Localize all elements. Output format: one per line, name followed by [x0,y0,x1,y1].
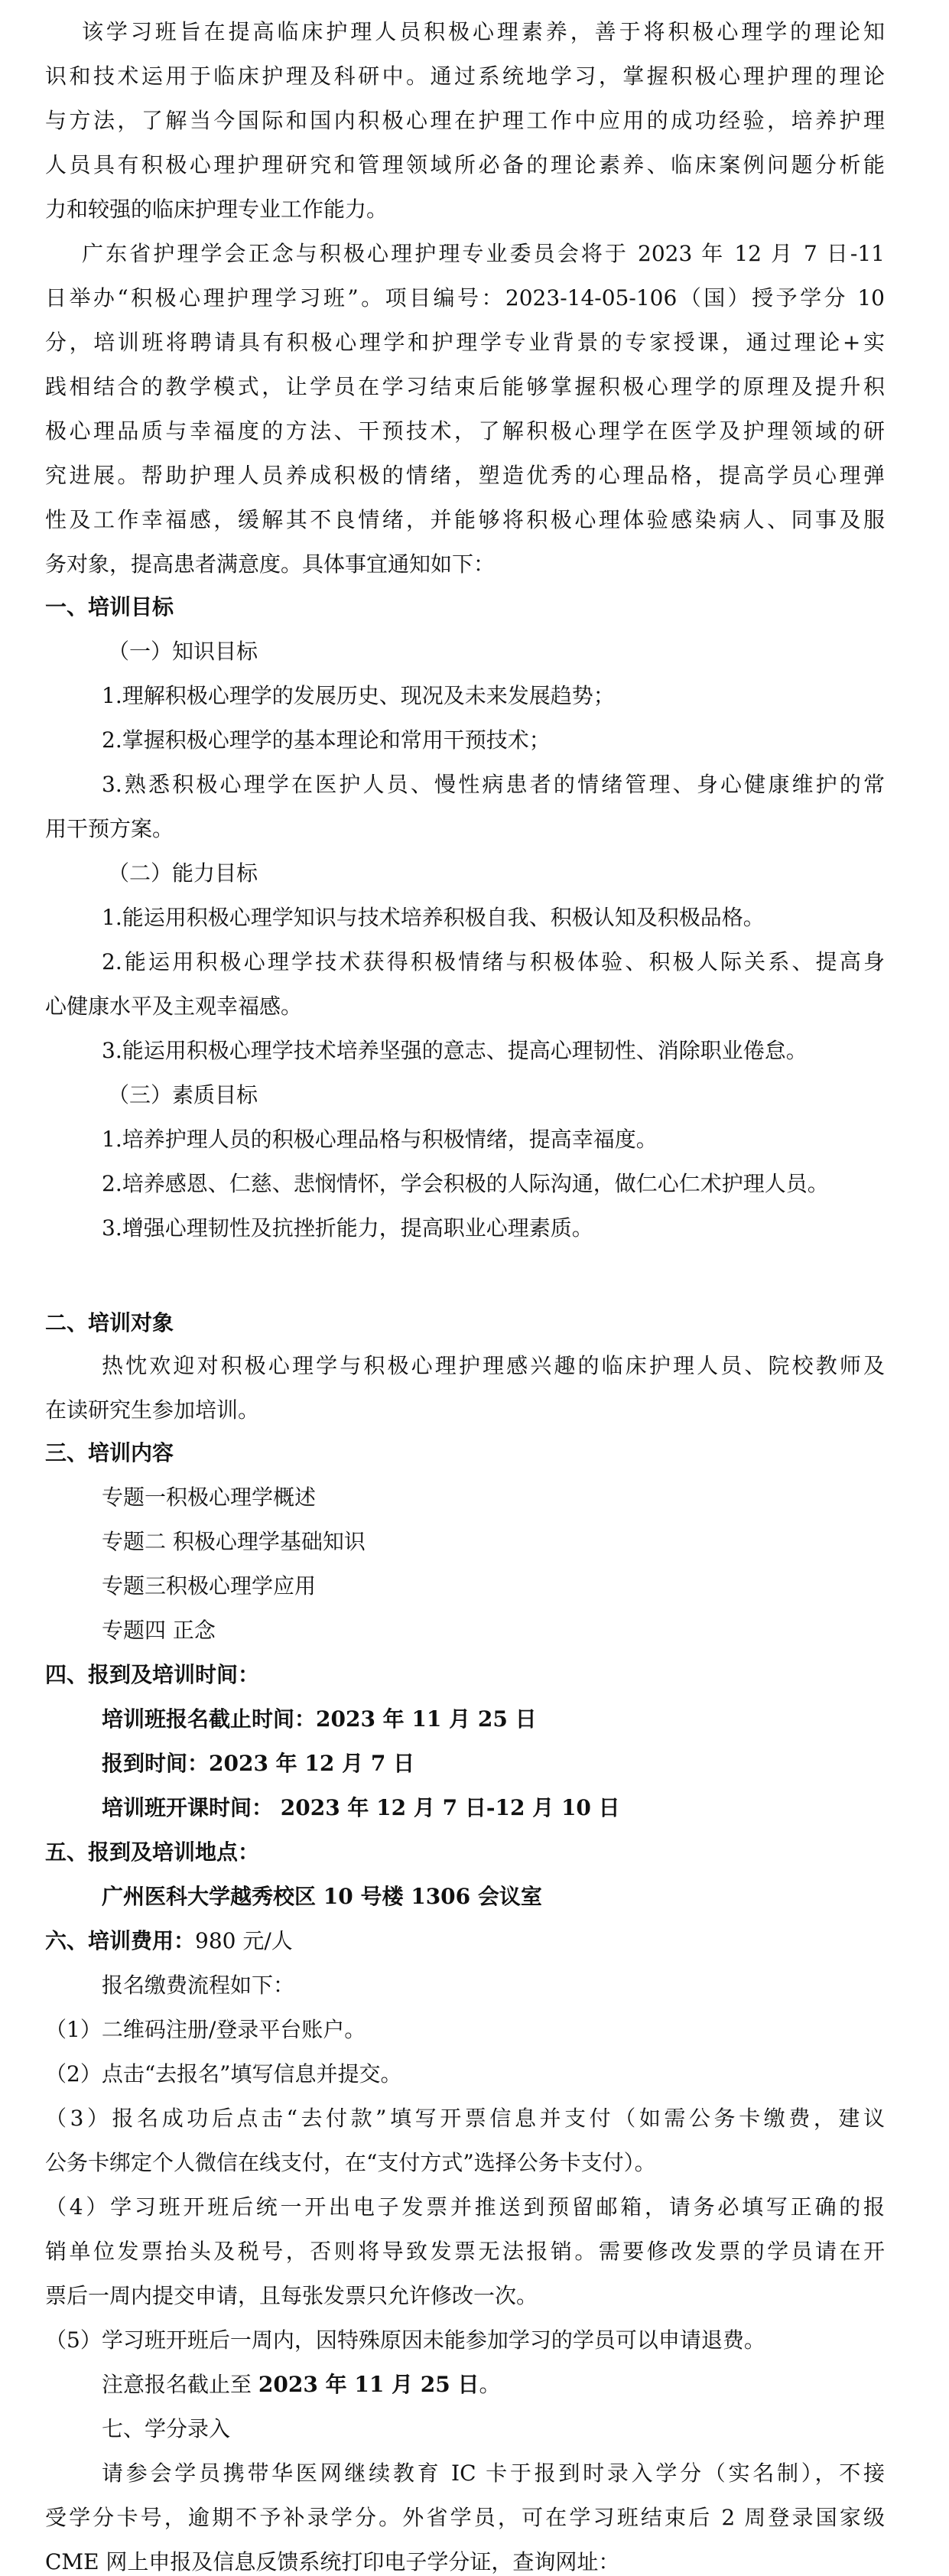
topic-item: 专题二 积极心理学基础知识 [102,1529,366,1554]
list-item: 1.培养护理人员的积极心理品格与积极情绪，提高幸福度。 [102,1127,658,1152]
course-period: 培训班开课时间： 2023 年 12 月 7 日-12 月 10 日 [102,1795,620,1820]
step-item-continuation: 销单位发票抬头及税号，否则将导致发票无法报销。需要修改发票的学员请在开 [45,2239,885,2264]
fee-amount: 980 元/人 [195,1928,293,1953]
step-item: （1）二维码注册/登录平台账户。 [45,2017,366,2042]
list-item: 3.增强心理韧性及抗挫折能力，提高职业心理素质。 [102,1215,593,1241]
text-line: 报名缴费流程如下： [102,1973,295,1998]
section-heading-schedule: 四、报到及培训时间： [45,1662,260,1687]
venue-address: 广州医科大学越秀校区 10 号楼 1306 会议室 [102,1884,542,1909]
registration-deadline: 培训班报名截止时间：2023 年 11 月 25 日 [102,1706,537,1732]
text-line: 与方法，了解当今国际和国内积极心理在护理工作中应用的成功经验，培养护理 [45,108,885,133]
section-heading-audience: 二、培训对象 [45,1310,174,1335]
step-item: （3）报名成功后点击“去付款”填写开票信息并支付（如需公务卡缴费，建议 [45,2106,885,2131]
text-line: 务对象，提高患者满意度。具体事宜通知如下： [45,551,496,577]
subheading-quality: （三）素质目标 [108,1082,258,1107]
text-line: 日举办“积极心理护理学习班”。项目编号：2023-14-05-106（国）授予学分 10 [45,285,885,311]
text-line: 受学分卡号，逾期不予补录学分。外省学员，可在学习班结束后 2 周登录国家级 [45,2505,885,2530]
text-line: 请参会学员携带华医网继续教育 IC 卡于报到时录入学分（实名制），不接 [102,2461,885,2486]
text-line: 广东省护理学会正念与积极心理护理专业委员会将于 2023 年 12 月 7 日-11 [82,241,885,266]
text-line: 践相结合的教学模式，让学员在学习结束后能够掌握积极心理学的原理及提升积 [45,374,885,399]
list-item-continuation: 用干预方案。 [45,816,174,841]
text-line: 究进展。帮助护理人员养成积极的情绪，塑造优秀的心理品格，提高学员心理弹 [45,463,885,488]
list-item: 3.熟悉积极心理学在医护人员、慢性病患者的情绪管理、身心健康维护的常 [102,772,885,797]
note-suffix: 。 [479,2372,501,2397]
text-line: 性及工作幸福感，缓解其不良情绪，并能够将积极心理体验感染病人、同事及服 [45,507,885,532]
step-item-continuation: 公务卡绑定个人微信在线支付，在“支付方式”选择公务卡支付）。 [45,2150,656,2175]
section-heading-credits: 七、学分录入 [102,2416,231,2441]
text-line: 人员具有积极心理护理研究和管理领域所必备的理论素养、临床案例问题分析能 [45,152,885,177]
topic-item: 专题三积极心理学应用 [102,1573,317,1599]
text-line: 极心理品质与幸福度的方法、干预技术，了解积极心理学在医学及护理领域的研 [45,418,885,444]
text-line: 热忱欢迎对积极心理学与积极心理护理感兴趣的临床护理人员、院校教师及 [102,1353,885,1378]
text-line: 力和较强的临床护理专业工作能力。 [45,197,388,222]
fee-heading-label: 六、培训费用： [45,1928,196,1953]
section-heading-content: 三、培训内容 [45,1440,174,1465]
text-line: CME 网上申报及信息反馈系统打印电子学分证，查询网址： [45,2549,620,2574]
checkin-time: 报到时间：2023 年 12 月 7 日 [102,1751,415,1776]
text-line: 在读研究生参加培训。 [45,1397,260,1423]
topic-item: 专题一积极心理学概述 [102,1485,317,1510]
list-item-continuation: 心健康水平及主观幸福感。 [45,994,303,1019]
list-item: 2.能运用积极心理学技术获得积极情绪与积极体验、积极人际关系、提高身 [102,949,885,974]
note-date: 2023 年 11 月 25 日 [258,2372,479,2397]
note-prefix: 注意报名截止至 [102,2372,258,2397]
section-heading-venue: 五、报到及培训地点： [45,1839,260,1865]
subheading-ability: （二）能力目标 [108,860,258,886]
list-item: 1.理解积极心理学的发展历史、现况及未来发展趋势； [102,683,615,708]
section-heading-objectives: 一、培训目标 [45,594,174,620]
list-item: 2.培养感恩、仁慈、悲悯情怀，学会积极的人际沟通，做仁心仁术护理人员。 [102,1171,829,1196]
step-item-continuation: 票后一周内提交申请，且每张发票只允许修改一次。 [45,2283,538,2308]
subheading-knowledge: （一）知识目标 [108,639,258,664]
text-line: 识和技术运用于临床护理及科研中。通过系统地学习，掌握积极心理护理的理论 [45,63,885,89]
step-item: （4）学习班开班后统一开出电子发票并推送到预留邮箱，请务必填写正确的报 [45,2194,885,2220]
text-line: 分，培训班将聘请具有积极心理学和护理学专业背景的专家授课，通过理论+实 [45,330,885,355]
list-item: 2.掌握积极心理学的基本理论和常用干预技术； [102,727,551,753]
step-item: （5）学习班开班后一周内，因特殊原因未能参加学习的学员可以申请退费。 [45,2327,765,2353]
step-item: （2）点击“去报名”填写信息并提交。 [45,2061,402,2086]
list-item: 1.能运用积极心理学知识与技术培养积极自我、积极认知及积极品格。 [102,905,765,930]
topic-item: 专题四 正念 [102,1618,216,1643]
list-item: 3.能运用积极心理学技术培养坚强的意志、提高心理韧性、消除职业倦怠。 [102,1038,808,1063]
text-line: 该学习班旨在提高临床护理人员积极心理素养，善于将积极心理学的理论知 [82,19,885,44]
